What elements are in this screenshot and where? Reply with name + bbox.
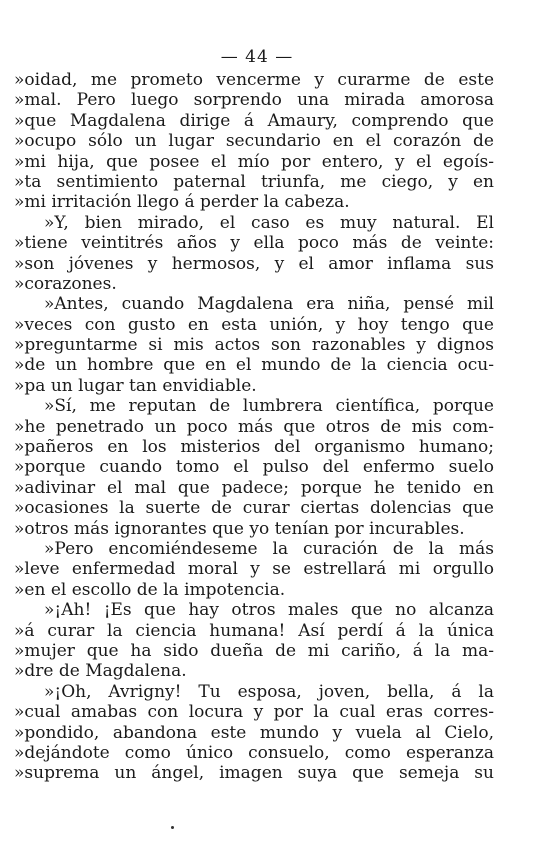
text-line: »he penetrado un poco más que otros de mis com- <box>14 416 494 437</box>
page-number: — 44 — <box>220 47 294 67</box>
text-line: »á curar la ciencia humana! Así perdí á la única <box>14 620 494 641</box>
text-line: »dejándote como único consuelo, como esperanza <box>14 742 494 763</box>
text-line: »mi hija, que posee el mío por entero, y el egoís- <box>14 151 494 172</box>
text-line: »preguntarme si mis actos son razonables y dignos <box>14 335 494 356</box>
text-line: »pondido, abandona este mundo y vuela al Cielo, <box>14 722 494 743</box>
text-line: »que Magdalena dirige á Amaury, comprendo que <box>14 110 494 131</box>
text-line: »Y, bien mirado, el caso es muy natural. El <box>44 212 494 233</box>
text-line: »dre de Magdalena. <box>14 661 187 682</box>
text-line: »¡Oh, Avrigny! Tu esposa, joven, bella, á la <box>44 681 494 702</box>
text-line: »leve enfermedad moral y se estrellará mi orgullo <box>14 559 494 580</box>
text-line: »mal. Pero luego sorprendo una mirada amorosa <box>14 90 494 111</box>
text-line: »pa un lugar tan envidiable. <box>14 375 257 396</box>
book-page <box>14 46 494 784</box>
text-line: »Sí, me reputan de lumbrera científica, porque <box>44 396 494 417</box>
text-line: »son jóvenes y hermosos, y el amor inflama sus <box>14 253 494 274</box>
text-line: »porque cuando tomo el pulso del enfermo suelo <box>14 457 494 478</box>
text-line: »otros más ignorantes que yo tenían por incurables. <box>14 518 465 539</box>
text-line: »pañeros en los misterios del organismo humano; <box>14 437 494 458</box>
text-line: »suprema un ángel, imagen suya que semeja su <box>14 763 494 784</box>
text-line: »ocasiones la suerte de curar ciertas dolencias que <box>14 498 494 519</box>
text-line: »Pero encomiéndeseme la curación de la más <box>44 538 494 559</box>
text-line: »cual amabas con locura y por la cual eras corres- <box>14 702 494 723</box>
text-line: »mujer que ha sido dueña de mi cariño, á la ma- <box>14 640 494 661</box>
text-line: »ocupo sólo un lugar secundario en el corazón de <box>14 131 494 152</box>
text-line: »tiene veintitrés años y ella poco más de veinte: <box>14 233 494 254</box>
text-line: »¡Ah! ¡Es que hay otros males que no alcanza <box>44 600 494 621</box>
text-line: »corazones. <box>14 273 117 294</box>
print-speck <box>171 826 174 829</box>
text-line: »en el escollo de la impotencia. <box>14 579 286 600</box>
page-text <box>14 70 494 784</box>
text-line: »veces con gusto en esta unión, y hoy tengo que <box>14 314 494 335</box>
text-line: »Antes, cuando Magdalena era niña, pensé mil <box>44 294 494 315</box>
text-line: »mi irritación llego á perder la cabeza. <box>14 192 350 213</box>
text-line: »ta sentimiento paternal triunfa, me ciego, y en <box>14 171 494 192</box>
text-line: »de un hombre que en el mundo de la ciencia ocu- <box>14 355 494 376</box>
text-line: »adivinar el mal que padece; porque he tenido en <box>14 477 494 498</box>
text-line: »oidad, me prometo vencerme y curarme de este <box>14 70 494 90</box>
